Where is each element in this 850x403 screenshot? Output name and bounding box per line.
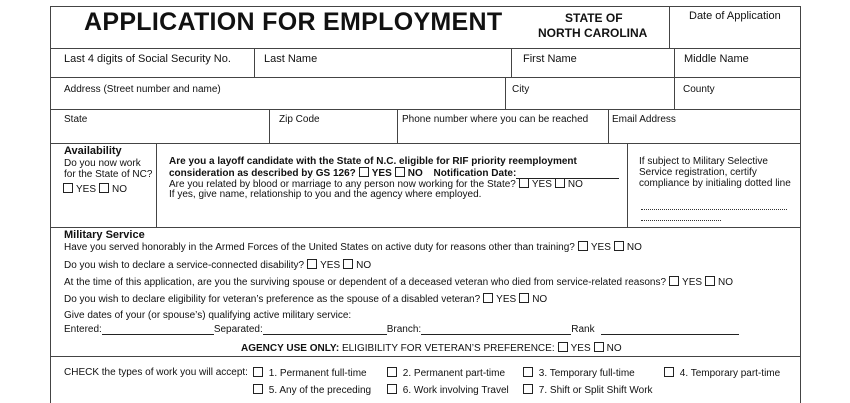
availability-no-checkbox[interactable] xyxy=(99,183,109,193)
availability-yes-label: YES xyxy=(76,184,97,195)
relatives-instructions: If yes, give name, relationship to you and the agency where employed. xyxy=(169,189,482,200)
agency-use-only xyxy=(241,342,622,354)
middle-name-label: Middle Name xyxy=(684,53,749,65)
military-question-2 xyxy=(64,259,371,271)
zip-label: Zip Code xyxy=(279,114,320,125)
work-option-1 xyxy=(250,367,367,379)
layoff-no-checkbox[interactable] xyxy=(395,167,405,177)
first-name-label: First Name xyxy=(523,53,577,65)
military-dates-row xyxy=(64,324,739,335)
branch-field[interactable] xyxy=(421,324,571,335)
state-line-1: STATE OF xyxy=(565,11,623,25)
date-of-application-field[interactable] xyxy=(672,26,798,46)
divider xyxy=(50,77,800,78)
work-option-6-label: 6. Work involving Travel xyxy=(402,385,509,396)
form-border-top xyxy=(50,6,800,7)
separated-field[interactable] xyxy=(263,324,387,335)
entered-field[interactable] xyxy=(102,324,214,335)
availability-question-1: Do you now work xyxy=(64,158,141,169)
military-q2-yes-checkbox[interactable] xyxy=(307,259,317,269)
state-label: State xyxy=(64,114,88,125)
work-option-7-checkbox[interactable] xyxy=(523,384,533,394)
layoff-yes-checkbox[interactable] xyxy=(359,167,369,177)
state-line-2: NORTH CAROLINA xyxy=(538,26,648,40)
work-option-5-checkbox[interactable] xyxy=(253,384,263,394)
county-label: County xyxy=(683,84,715,95)
work-option-4 xyxy=(661,367,780,379)
work-option-2 xyxy=(384,367,505,379)
entered-label: Entered: xyxy=(64,324,102,335)
military-q3-yes-checkbox[interactable] xyxy=(669,276,679,286)
work-option-2-checkbox[interactable] xyxy=(387,367,397,377)
divider xyxy=(511,48,512,77)
veteran-preference-label: ELIGIBILITY FOR VETERAN’S PREFERENCE: xyxy=(341,343,555,354)
agency-yes-checkbox[interactable] xyxy=(558,342,568,352)
military-q2-no-checkbox[interactable] xyxy=(343,259,353,269)
divider xyxy=(50,227,800,228)
relatives-no-label: NO xyxy=(567,179,583,190)
relatives-no-checkbox[interactable] xyxy=(555,178,565,188)
military-q2-yes-label: YES xyxy=(320,260,341,271)
divider xyxy=(608,109,609,143)
selective-service-line-1: If subject to Military Selective xyxy=(639,156,768,167)
military-question-4-text: Do you wish to declare eligibility for veteran’s preference as the spouse of a disabled veteran? xyxy=(64,294,481,305)
military-heading: Military Service xyxy=(64,229,145,241)
work-option-1-label: 1. Permanent full-time xyxy=(268,368,367,379)
work-option-3 xyxy=(520,367,635,379)
military-question-3-text: At the time of this application, are you the surviving spouse or dependent of a deceased veteran who died from service-related reasons? xyxy=(64,277,667,288)
military-q4-yes-checkbox[interactable] xyxy=(483,293,493,303)
divider xyxy=(397,109,398,143)
military-q3-no-checkbox[interactable] xyxy=(705,276,715,286)
email-label: Email Address xyxy=(612,114,676,125)
agency-no-label: NO xyxy=(606,343,622,354)
military-q1-no-checkbox[interactable] xyxy=(614,241,624,251)
work-option-4-checkbox[interactable] xyxy=(664,367,674,377)
divider xyxy=(674,48,675,109)
military-question-1 xyxy=(64,241,642,253)
relatives-yes-checkbox[interactable] xyxy=(519,178,529,188)
divider xyxy=(269,109,270,143)
military-q1-no-label: NO xyxy=(626,242,642,253)
address-label: Address (Street number and name) xyxy=(64,84,221,95)
notification-date-label: Notification Date: xyxy=(433,168,517,179)
work-option-3-label: 3. Temporary full-time xyxy=(538,368,635,379)
availability-yes-checkbox[interactable] xyxy=(63,183,73,193)
military-question-5: Give dates of your (or spouse’s) qualifying active military service: xyxy=(64,310,352,321)
divider xyxy=(669,6,670,48)
work-types-label: CHECK the types of work you will accept: xyxy=(64,367,248,378)
work-option-3-checkbox[interactable] xyxy=(523,367,533,377)
work-option-2-label: 2. Permanent part-time xyxy=(402,368,506,379)
form-border-left xyxy=(50,6,51,403)
military-q1-yes-label: YES xyxy=(590,242,611,253)
layoff-question-line-1: Are you a layoff candidate with the State of N.C. eligible for RIF priority reemployment xyxy=(169,156,577,167)
ssn-label: Last 4 digits of Social Security No. xyxy=(64,53,231,65)
agency-yes-label: YES xyxy=(570,343,591,354)
availability-no-label: NO xyxy=(112,184,128,195)
layoff-no-label: NO xyxy=(407,168,423,179)
divider xyxy=(627,143,628,227)
work-option-5 xyxy=(250,384,371,396)
work-option-7 xyxy=(520,384,653,396)
rank-field[interactable] xyxy=(601,324,739,335)
form-border-right xyxy=(800,6,801,403)
divider xyxy=(254,48,255,77)
divider xyxy=(50,109,800,110)
divider xyxy=(50,356,800,357)
military-question-3 xyxy=(64,276,733,288)
work-option-4-label: 4. Temporary part-time xyxy=(679,368,781,379)
layoff-yes-label: YES xyxy=(371,168,392,179)
divider xyxy=(505,77,506,109)
military-q3-no-label: NO xyxy=(718,277,734,288)
divider xyxy=(50,48,800,49)
work-option-7-label: 7. Shift or Split Shift Work xyxy=(538,385,653,396)
layoff-question-text: consideration as described by GS 126? xyxy=(169,168,356,179)
military-q4-no-label: NO xyxy=(532,294,548,305)
work-option-1-checkbox[interactable] xyxy=(253,367,263,377)
work-option-5-label: 5. Any of the preceding xyxy=(268,385,372,396)
relatives-yes-label: YES xyxy=(531,179,552,190)
agency-no-checkbox[interactable] xyxy=(594,342,604,352)
work-option-6-checkbox[interactable] xyxy=(387,384,397,394)
agency-use-label: AGENCY USE ONLY: xyxy=(241,343,340,354)
military-question-1-text: Have you served honorably in the Armed Forces of the United States on active duty for reasons other than training? xyxy=(64,242,575,253)
military-q4-no-checkbox[interactable] xyxy=(519,293,529,303)
selective-service-line-3: compliance by initialing dotted line xyxy=(639,178,791,189)
selective-service-line-2: Service registration, certify xyxy=(639,167,757,178)
last-name-label: Last Name xyxy=(264,53,318,65)
military-q3-yes-label: YES xyxy=(682,277,703,288)
work-option-6 xyxy=(384,384,509,396)
date-of-application-label: Date of Application xyxy=(689,10,781,22)
availability-question-2: for the State of NC? xyxy=(64,169,153,180)
city-label: City xyxy=(512,84,530,95)
form-title: APPLICATION FOR EMPLOYMENT xyxy=(84,8,503,36)
separated-label: Separated: xyxy=(213,324,263,335)
military-q4-yes-label: YES xyxy=(496,294,517,305)
divider xyxy=(156,143,157,227)
branch-label: Branch: xyxy=(386,324,422,335)
phone-label: Phone number where you can be reached xyxy=(402,114,589,125)
divider xyxy=(50,143,800,144)
availability-heading: Availability xyxy=(64,145,122,157)
rank-label: Rank xyxy=(571,324,595,335)
availability-answer xyxy=(60,183,127,195)
selective-service-initials-line-2[interactable] xyxy=(641,203,721,221)
military-q1-yes-checkbox[interactable] xyxy=(578,241,588,251)
military-question-4 xyxy=(64,293,547,305)
relatives-question-text: Are you related by blood or marriage to any person now working for the State? xyxy=(169,179,516,190)
military-question-2-text: Do you wish to declare a service-connected disability? xyxy=(64,260,305,271)
military-q2-no-label: NO xyxy=(356,260,372,271)
